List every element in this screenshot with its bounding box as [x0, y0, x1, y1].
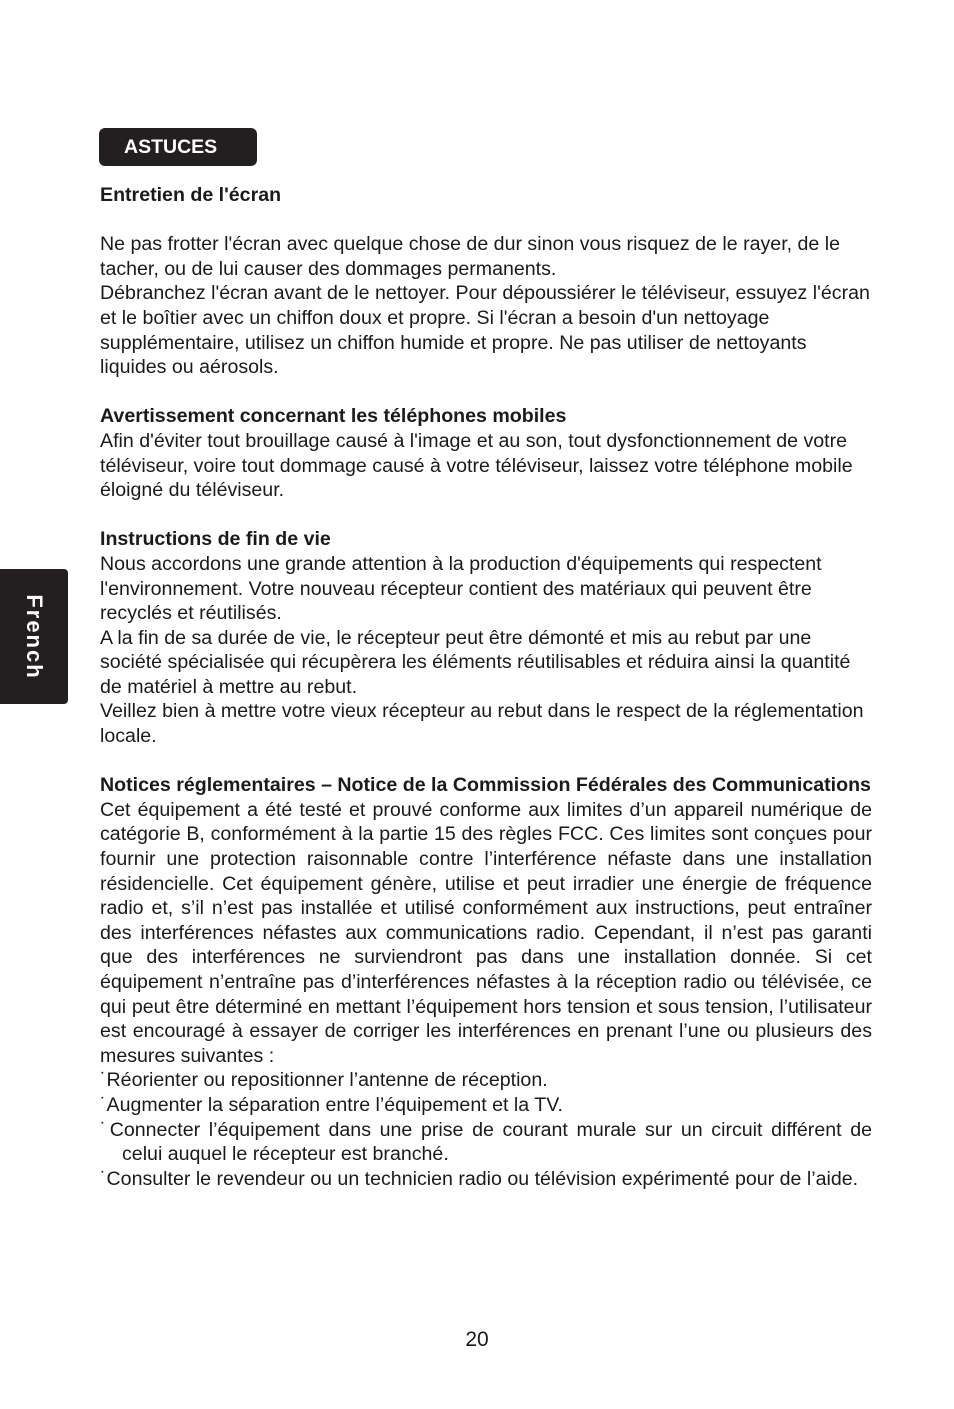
screen-care-heading: Entretien de l'écran: [100, 184, 282, 206]
screen-care-paragraph-1: Ne pas frotter l'écran avec quelque chose de dur sinon vous risquez de le rayer, de le tacher, ou de lui causer des dommages permanents.: [100, 233, 841, 280]
mobile-warning-paragraph: Afin d'éviter tout brouillage causé à l'image et au son, tout dysfonctionnement de votre téléviseur, voire tout dommage causé à votre téléviseur, laissez votre téléphone mobile éloigné du téléviseur.: [100, 429, 853, 502]
end-of-life-paragraph-2: A la fin de sa durée de vie, le récepteur peut être démonté et mis au rebut par une société spécialisée qui récupèrera les éléments réutilisables et réduira ainsi la quantité de matériel à mettre au rebut.: [100, 626, 851, 698]
fcc-bullet-1: ˙Réorienter ou repositionner l’antenne de réception.: [100, 1069, 548, 1092]
section-badge-label: ASTUCES: [124, 136, 218, 158]
end-of-life-paragraph-1: Nous accordons une grande attention à la production d'équipements qui respectent l'environnement. Votre nouveau récepteur contient des matériaux qui peuvent être recyclés et réutilisés.: [100, 552, 822, 625]
page-number: 20: [465, 1328, 489, 1351]
fcc-bullet-4: ˙Consulter le revendeur ou un technicien radio ou télévision expérimenté pour de l’aide.: [100, 1167, 859, 1190]
fcc-heading: Notices réglementaires – Notice de la Commission Fédérales des Communications: [100, 774, 871, 797]
section-badge: [99, 128, 257, 166]
page-content: [100, 183, 872, 1191]
language-tab: [0, 569, 68, 704]
fcc-bullet-2: ˙Augmenter la séparation entre l’équipement et la TV.: [100, 1093, 563, 1116]
end-of-life-heading: Instructions de fin de vie: [100, 528, 331, 551]
end-of-life-paragraph-3: Veillez bien à mettre votre vieux récepteur au rebut dans le respect de la réglementation locale.: [100, 700, 864, 748]
language-tab-label: French: [22, 593, 47, 680]
mobile-warning-heading: Avertissement concernant les téléphones mobiles: [100, 405, 567, 428]
fcc-bullet-3: ˙Connecter l’équipement dans une prise de courant murale sur un circuit différent de celui auquel le récepteur est branché.: [100, 1118, 872, 1166]
screen-care-paragraph-2: Débranchez l'écran avant de le nettoyer. Pour dépoussiérer le téléviseur, essuyez l'écran et le boîtier avec un chiffon doux et propre. Si l'écran a besoin d'un nettoyage supplémentaire, utilisez un chiffon humide et propre. Ne pas utiliser de nettoyants liquides ou aérosols.: [100, 282, 870, 379]
fcc-paragraph: Cet équipement a été testé et prouvé conforme aux limites d’un appareil numérique de catégorie B, conformément à la partie 15 des règles FCC. Ces limites sont conçues pour fournir une protection raisonnable contre l’interférence néfaste dans une installation résidencielle. Cet équipement génère, utilise et peut irradier une énergie de fréquence radio et, s’il n’est pas installée et utilisé conformément aux instructions, peut entraîner des interférences néfastes aux communications radio. Cependant, il n’est pas garanti que des interférences ne surviendront pas dans une installation donnée. Si cet équipement n’entraîne pas d’interférences néfastes à la réception radio ou télévisée, ce qui peut être déterminé en mettant l’équipement hors tension et sous tension, l’utilisateur est encouragé à essayer de corriger les interférences en prenant l’une ou plusieurs des mesures suivantes :: [100, 798, 872, 1067]
